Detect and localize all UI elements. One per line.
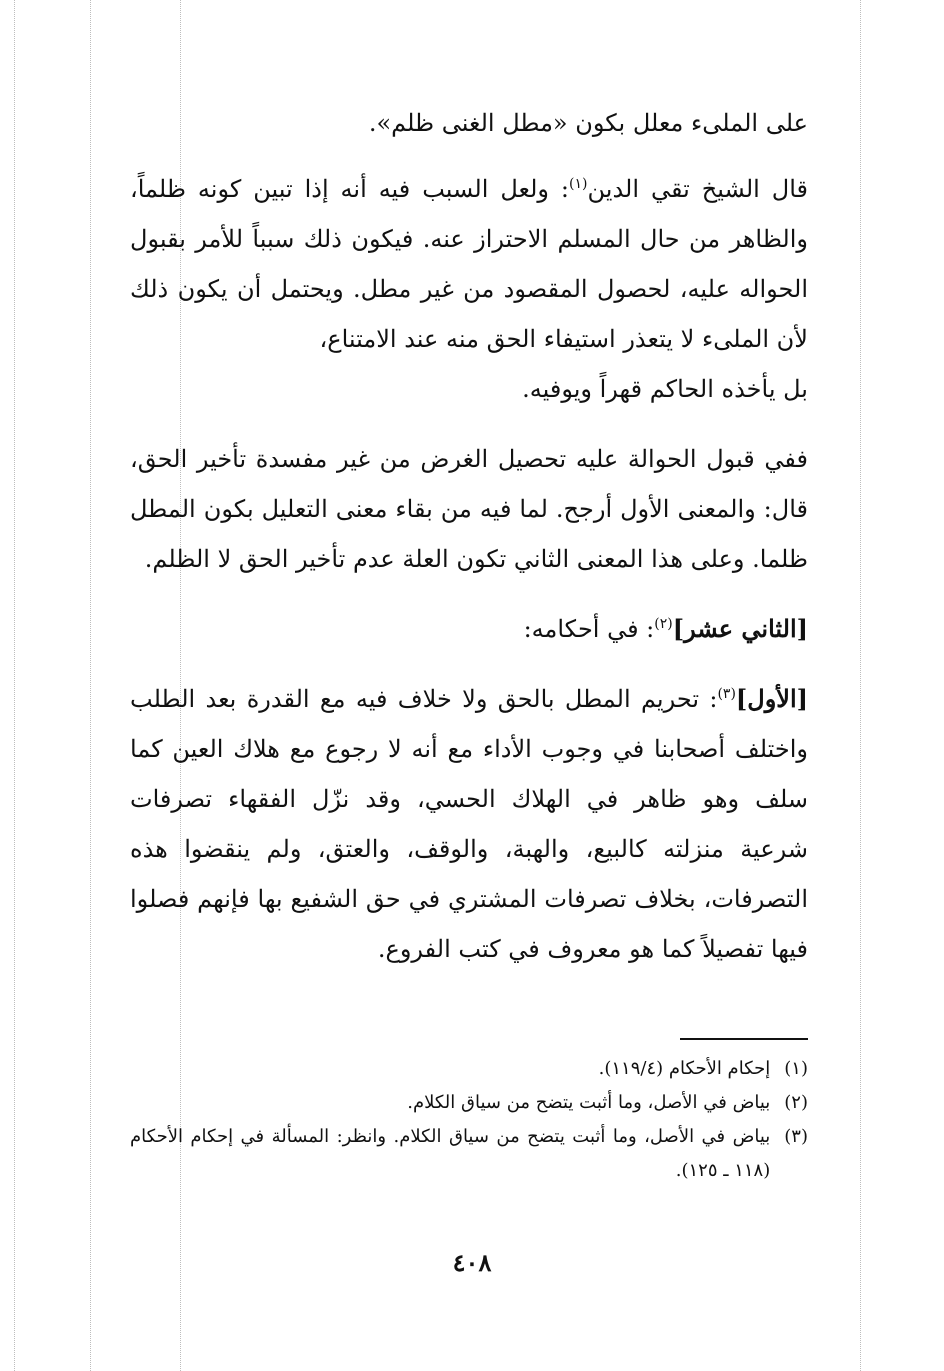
footnote-item [130, 1086, 808, 1120]
section-heading-rest: : في أحكامه: [523, 615, 655, 643]
footnote-divider [680, 1038, 808, 1040]
section-heading [130, 604, 808, 654]
page-number: ٤٠٨ [452, 1248, 492, 1277]
first-ruling-label: [الأول] [735, 684, 808, 713]
paragraph-opening: على الملىء معلل بكون «مطل الغنى ظلم». [368, 109, 808, 137]
paragraph-first-ruling [130, 674, 808, 974]
scan-margin-mark-left [14, 0, 15, 1371]
scan-margin-mark-left-inner [90, 0, 91, 1371]
footnote-text: بياض في الأصل، وما أثبت يتضح من سياق الكلام. وانظر: المسألة في إحكام الأحكام (١١٨ ـ ١٢٥). [130, 1126, 771, 1181]
footnote-number: (٢) [784, 1092, 808, 1113]
shaykh-quote-end: بل يأخذه الحاكم قهراً ويوفيه. [522, 375, 808, 403]
shaykh-quote-body: : ولعل السبب فيه أنه إذا تبين كونه ظلماً، والظاهر من حال المسلم الاحتراز عنه. فيكون ذلك سبباً للأمر بقبول الحواله عليه، لحصول المقصود من غير مطل. ويحتمل أن يكون ذلك لأن الملىء لا يتعذر استيفاء الحق منه عند الامتناع، [130, 175, 808, 353]
footnote-ref-3[interactable]: (٣) [717, 686, 736, 702]
paragraph-shaykh-quote [130, 164, 808, 414]
footnote-item [130, 1052, 808, 1086]
section-heading-label: [الثاني عشر] [672, 614, 808, 643]
footnote-text: إحكام الأحكام (١١٩/٤). [598, 1058, 771, 1079]
footnote-ref-1[interactable]: (١) [569, 176, 588, 192]
scan-margin-mark-right [860, 0, 861, 1371]
footnote-number: (١) [784, 1058, 808, 1079]
shaykh-attribution: قال الشيخ تقي الدين [587, 175, 809, 203]
page-body [130, 98, 808, 994]
footnote-number: (٣) [784, 1126, 808, 1147]
footnote-ref-2[interactable]: (٢) [654, 616, 673, 632]
first-ruling-body: : تحريم المطل بالحق ولا خلاف فيه مع القدرة بعد الطلب واختلف أصحابنا في وجوب الأداء مع أنه لا رجوع مع هلاك العين كما سلف وهو ظاهر في الهلاك الحسي، وقد نزّل الفقهاء تصرفات شرعية منزلته كالبيع، والهبة، والوقف، والعتق، ولم ينقضوا هذه التصرفات، بخلاف تصرفات المشتري في حق الشفيع بها فإنهم فصلوا فيها تفصيلاً كما هو معروف في كتب الفروع. [130, 685, 808, 963]
footnote-text: بياض في الأصل، وما أثبت يتضح من سياق الكلام. [407, 1092, 771, 1113]
paragraph-hawala: ففي قبول الحوالة عليه تحصيل الغرض من غير مفسدة تأخير الحق، قال: والمعنى الأول أرجح. لما فيه من بقاء معنى التعليل بكون المطل ظلما. وعلى هذا المعنى الثاني تكون العلة عدم تأخير الحق لا الظلم. [130, 445, 808, 573]
footnotes [130, 1052, 808, 1188]
footnote-item [130, 1120, 808, 1188]
